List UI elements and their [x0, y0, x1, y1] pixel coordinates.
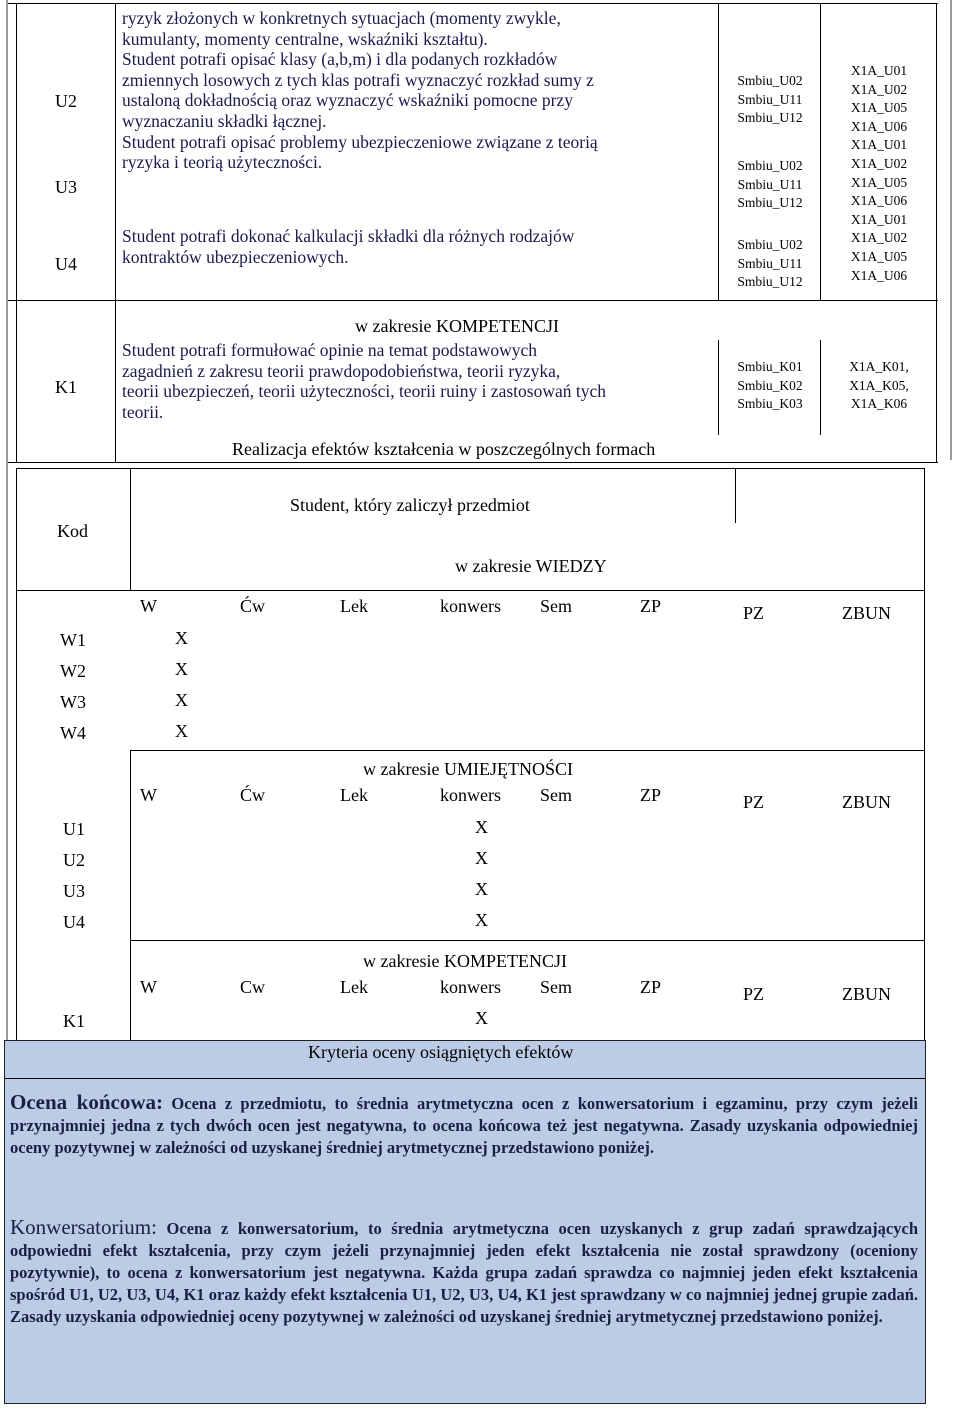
x1a-codes: X1A_U01 X1A_U02 X1A_U05 X1A_U06 X1A_U01 X1A_U02 X1A_U05 X1A_U06 X1A_U01 X1A_U02 X1A_U05 X1A_U06: [850, 63, 908, 283]
x-mark: X: [175, 721, 188, 741]
smbiu-codes: Smbiu_U02 Smbiu_U11 Smbiu_U12: [737, 73, 803, 126]
final-grade-label: Ocena końcowa:: [10, 1090, 164, 1114]
row-code: U3: [63, 881, 85, 901]
row-code: U2: [63, 850, 85, 870]
umiejetnosci-header: w zakresie UMIEJĘTNOŚCI: [363, 759, 573, 779]
criteria-title: Kryteria oceny osiągniętych efektów: [308, 1042, 574, 1062]
k1-x1a: X1A_K01, X1A_K05, X1A_K06: [849, 359, 909, 412]
k1-description: Student potrafi formułować opinie na temat podstawowych zagadnień z zakresu teorii prawdopodobieństwa, teorii ryzyka, teorii ubezpieczeń, teorii użyteczności, teorii ruiny i zastosowań tych teorii.: [122, 340, 606, 422]
row-code: W1: [60, 630, 86, 650]
row-code: W4: [60, 723, 86, 743]
x-mark: X: [175, 659, 188, 679]
row-code: U4: [63, 912, 85, 932]
k1-smbiu: Smbiu_K01 Smbiu_K02 Smbiu_K03: [737, 359, 803, 412]
final-grade-paragraph: Ocena końcowa: Ocena z przedmiotu, to średnia arytmetyczna ocen z konwersatorium i egzaminu, przy czym jeżeli przynajmniej jedna z tych dwóch ocen jest negatywna, to ocena końcowa też jest negatywna. Zasady uzyskania odpowiedniej oceny pozytywnej w zależności od uzyskanej średniej arytmetycznej przedstawiono poniżej.: [10, 1090, 918, 1157]
x-mark: X: [475, 1008, 488, 1028]
x-mark: X: [475, 817, 488, 837]
realization-title: Realizacja efektów kształcenia w poszczególnych formach: [232, 439, 656, 459]
outcome-code: U4: [55, 254, 77, 274]
row-code: U1: [63, 819, 85, 839]
outcome-description: ryzyk złożonych w konkretnych sytuacjach (momenty zwykle, kumulanty, momenty centralne, wskaźniki kształtu). Student potrafi opisać klasy (a,b,m) i dla podanych rozkładów zmiennych losowych z tych klas potrafi wyznaczyć rozkład sumy z ustaloną dokładnością oraz wyznaczyć wskaźniki pomocne przy wyznaczaniu składki łącznej. Student potrafi opisać problemy ubezpieczeniowe związane z teorią ryzyka i teorią użyteczności.: [122, 8, 598, 173]
outcome-code: U2: [55, 91, 77, 111]
x-mark: X: [475, 848, 488, 868]
x-mark: X: [175, 690, 188, 710]
competence-header: w zakresie KOMPETENCJI: [355, 316, 559, 336]
x-mark: X: [475, 910, 488, 930]
x-mark: X: [175, 628, 188, 648]
outcome-description: Student potrafi dokonać kalkulacji składki dla różnych rodzajów kontraktów ubezpieczeniowych.: [122, 226, 575, 267]
student-label: Student, który zaliczył przedmiot: [290, 495, 530, 515]
row-code: K1: [63, 1011, 85, 1031]
row-code: W3: [60, 692, 86, 712]
row-code: W2: [60, 661, 86, 681]
konwersatorium-label: Konwersatorium:: [10, 1215, 157, 1239]
outcome-code: U3: [55, 177, 77, 197]
outcome-code: K1: [55, 377, 77, 397]
wiedza-header: w zakresie WIEDZY: [455, 556, 607, 576]
kod-label: Kod: [57, 521, 88, 541]
smbiu-codes: Smbiu_U02 Smbiu_U11 Smbiu_U12: [737, 237, 803, 290]
smbiu-codes: Smbiu_U02 Smbiu_U11 Smbiu_U12: [737, 158, 803, 211]
x-mark: X: [475, 879, 488, 899]
konwersatorium-paragraph: Konwersatorium: Ocena z konwersatorium, to średnia arytmetyczna ocen uzyskanych z grup zadań sprawdzających odpowiedni efekt kształcenia, przy czym jeżeli przynajmniej jeden efekt kształcenia nie został sprawdzony (oceniony pozytywnie), to ocena z konwersatorium jest negatywna. Każda grupa zadań sprawdza co najmniej jeden efekt kształcenia spośród U1, U2, U3, U4, K1 oraz każdy efekt kształcenia U1, U2, U3, U4, K1 jest sprawdzany w co najmniej jednej grupie zadań. Zasady uzyskania odpowiedniej oceny pozytywnej w zależności od uzyskanej średniej arytmetycznej przedstawiono poniżej.: [10, 1215, 918, 1326]
kompetencji-header: w zakresie KOMPETENCJI: [363, 951, 567, 971]
